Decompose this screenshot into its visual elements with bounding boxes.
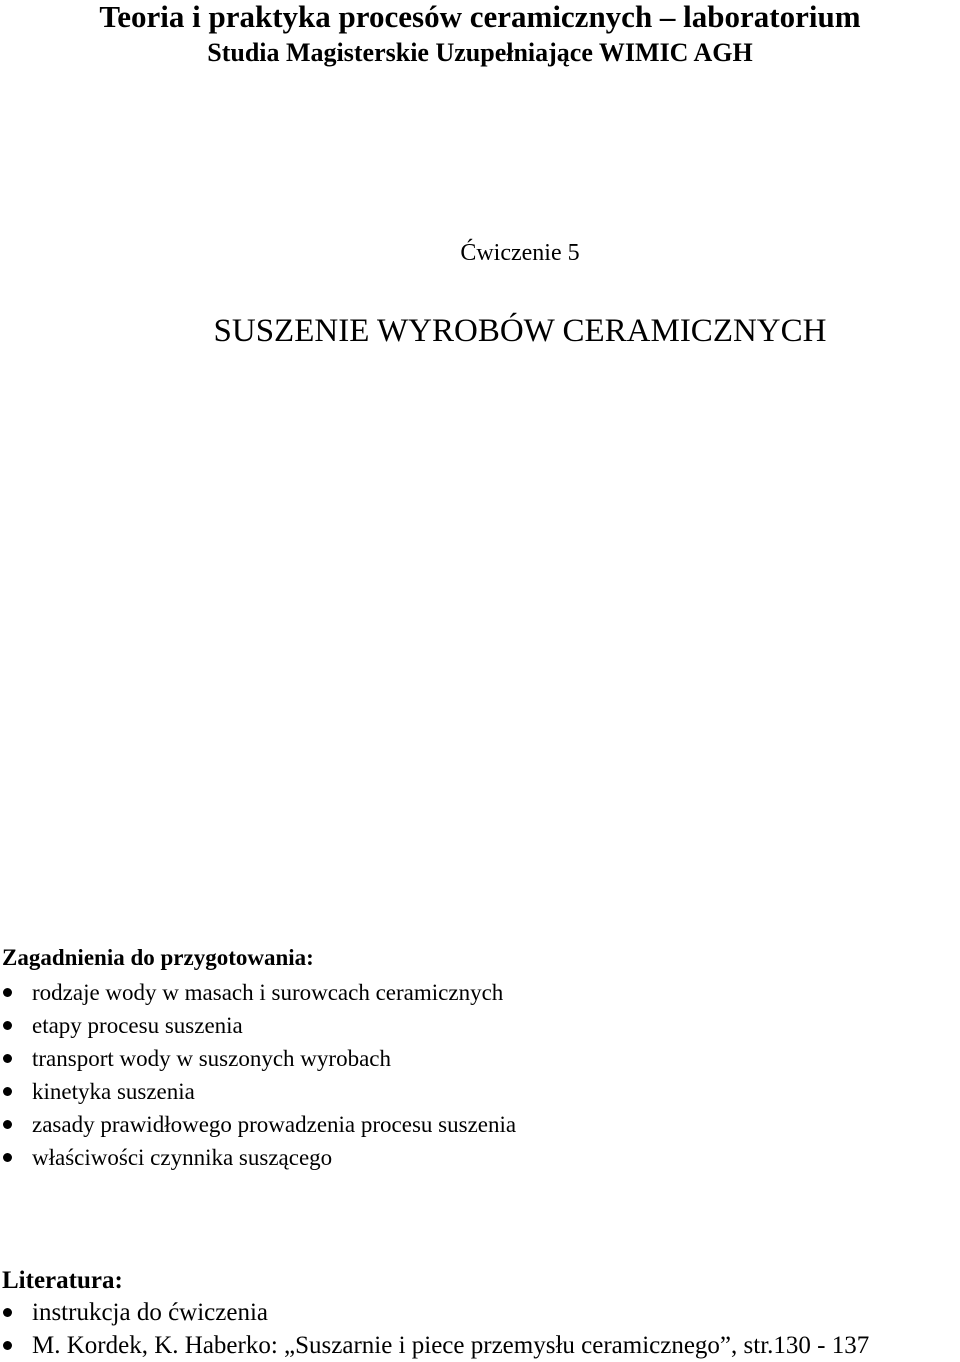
list-item [0,1108,516,1141]
list-item [0,1009,516,1042]
document-subtitle: Studia Magisterskie Uzupełniające WIMIC AGH [207,38,753,67]
list-item [0,1141,516,1174]
list-item [0,1296,869,1329]
list-item-text: etapy procesu suszenia [32,1013,243,1038]
bullet-icon [3,1087,12,1096]
list-item-text: właściwości czynnika suszącego [32,1145,333,1170]
list-item [0,1329,869,1362]
bullet-icon [3,1054,12,1063]
exercise-title: SUSZENIE WYROBÓW CERAMICZNYCH [213,313,827,349]
bullet-icon [3,1120,12,1129]
list-item-text: M. Kordek, K. Haberko: „Suszarnie i piece przemysłu ceramicznego”, str.130 - 137 [32,1332,870,1359]
bullet-icon [3,1153,12,1162]
document-title: Teoria i praktyka procesów ceramicznych – laboratorium [99,0,861,34]
bullet-icon [3,1341,12,1350]
bullet-icon [3,988,12,997]
exercise-number: Ćwiczenie 5 [460,240,580,266]
list-item-text: instrukcja do ćwiczenia [32,1299,269,1326]
list-item-text: rodzaje wody w masach i surowcach ceramicznych [32,980,504,1005]
bullet-icon [3,1308,12,1317]
list-item [0,1042,516,1075]
topics-heading: Zagadnienia do przygotowania: [2,945,314,970]
list-item-text: kinetyka suszenia [32,1079,195,1104]
bullet-icon [3,1021,12,1030]
list-item-text: zasady prawidłowego prowadzenia procesu suszenia [32,1112,517,1137]
list-item-text: transport wody w suszonych wyrobach [32,1046,391,1071]
list-item [0,976,516,1009]
list-item [0,1075,516,1108]
topics-list [0,976,516,1174]
literature-list [0,1296,869,1362]
literature-heading: Literatura: [2,1267,123,1294]
